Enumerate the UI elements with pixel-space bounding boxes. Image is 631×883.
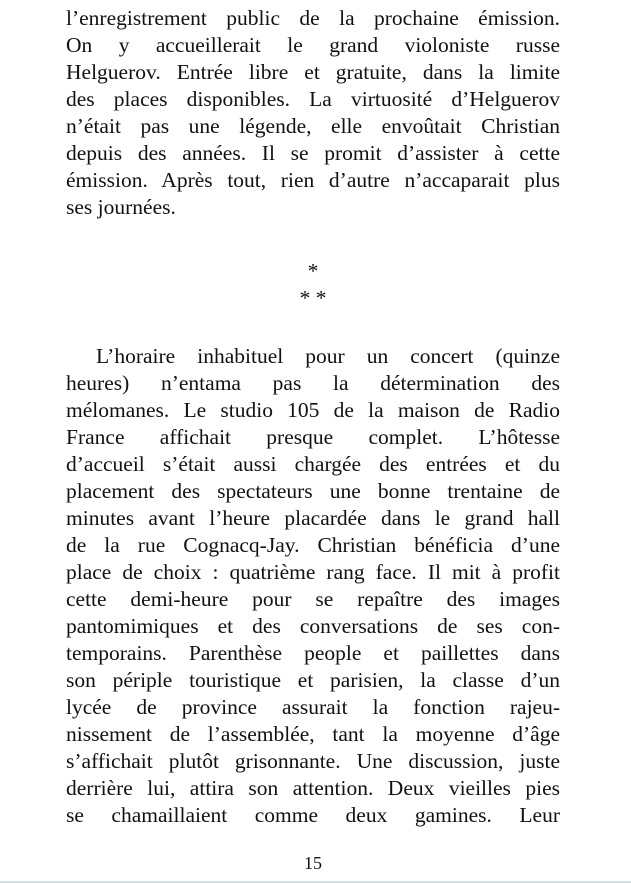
paragraph-2-line: de la rue Cognacq-Jay. Christian bénéficia d’une [66,533,560,557]
paragraph-2-line: temporains. Parenthèse people et paillettes dans [66,641,560,665]
paragraph-1-line: des places disponibles. La virtuosité d’Helguerov [66,87,560,111]
paragraph-2-line: d’accueil s’était aussi chargée des entrées et du [66,452,560,476]
paragraph-2-line: nissement de l’assemblée, tant la moyenne d’âge [66,722,560,746]
paragraph-1-line: Helguerov. Entrée libre et gratuite, dans la limite [66,60,560,84]
paragraph-1-line: On y accueillerait le grand violoniste russe [66,33,560,57]
paragraph-2-line: L’horaire inhabituel pour un concert (quinze [96,344,560,368]
paragraph-2-line: son périple touristique et parisien, la classe d’un [66,668,560,692]
paragraph-1-line: ses journées. [66,195,176,219]
paragraph-2-line: place de choix : quatrième rang face. Il mit à profit [66,560,560,584]
paragraph-2-line: France affichait presque complet. L’hôtesse [66,425,560,449]
paragraph-2-line: lycée de province assurait la fonction rajeu- [66,695,560,719]
section-separator-top: * [307,259,319,283]
page-number: 15 [304,853,322,873]
paragraph-1-line: depuis des années. Il se promit d’assister à cette [66,141,560,165]
paragraph-1-line: n’était pas une légende, elle envoûtait Christian [66,114,560,138]
paragraph-2-line: s’affichait plutôt grisonnante. Une discussion, juste [66,749,560,773]
paragraph-2-line: placement des spectateurs une bonne trentaine de [66,479,560,503]
paragraph-2-line: se chamaillaient comme deux gamines. Leur [66,803,560,827]
paragraph-2-line: mélomanes. Le studio 105 de la maison de Radio [66,398,560,422]
paragraph-2-line: heures) n’entama pas la détermination des [66,371,560,395]
paragraph-2-line: pantomimiques et des conversations de ses con- [66,614,560,638]
book-page [66,0,560,883]
paragraph-1-line: émission. Après tout, rien d’autre n’accaparait plus [66,168,560,192]
paragraph-2-line: cette demi-heure pour se repaître des images [66,587,560,611]
section-separator-bottom: * * [299,286,327,310]
paragraph-2-line: minutes avant l’heure placardée dans le grand hall [66,506,560,530]
paragraph-2-line: derrière lui, attira son attention. Deux vieilles pies [66,776,560,800]
paragraph-1-line: l’enregistrement public de la prochaine émission. [66,6,560,30]
